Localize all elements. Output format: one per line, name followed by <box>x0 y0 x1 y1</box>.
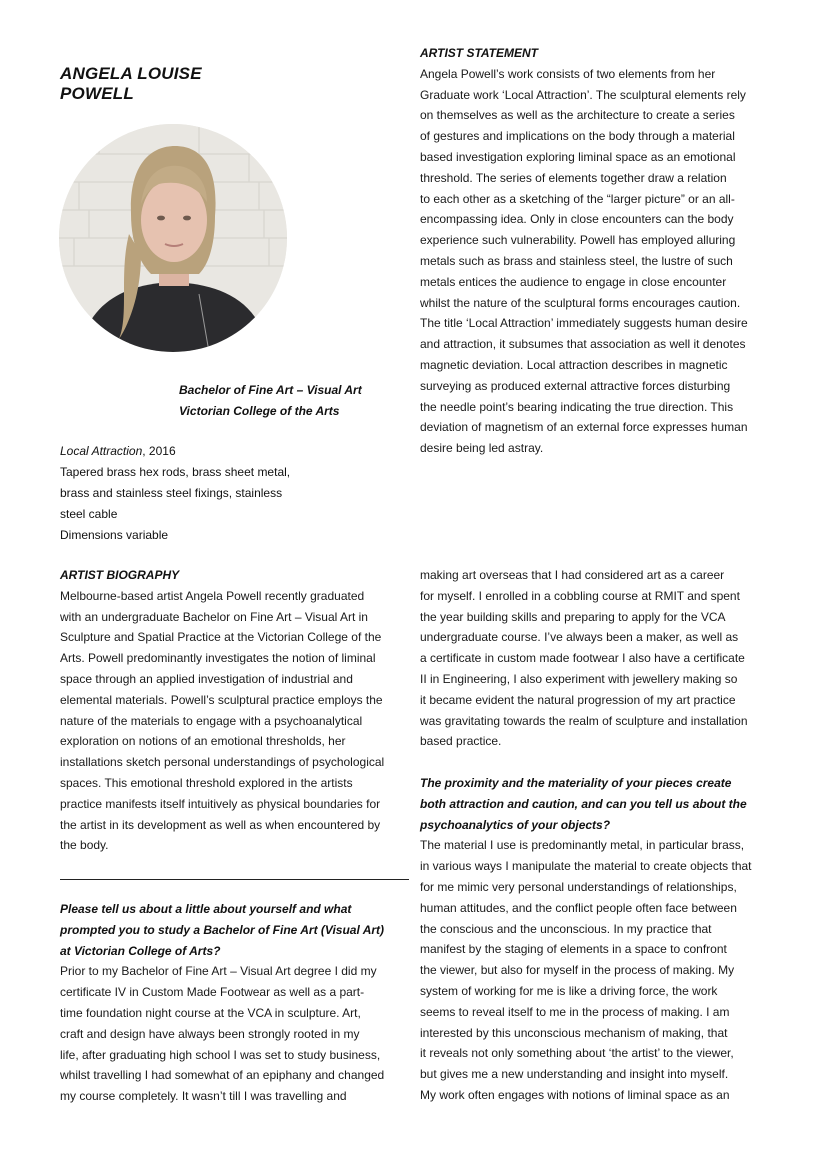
answer-line: human attitudes, and the conflict people often face between <box>420 900 737 915</box>
statement-line: metals such as brass and stainless steel, the lustre of such <box>420 253 733 268</box>
answer-line: making art overseas that I had considered art as a career <box>420 568 725 582</box>
artist-portrait <box>59 124 287 352</box>
biography-line: the body. <box>60 838 109 853</box>
biography-line: the artist in its development as well as when encountered by <box>60 817 381 832</box>
statement-line: based investigation exploring liminal space as an emotional <box>420 149 736 164</box>
answer-line: The material I use is predominantly metal, in particular brass, <box>420 838 745 853</box>
statement-line: the needle point’s bearing indicating the true direction. This <box>420 399 734 414</box>
biography-body <box>60 586 410 856</box>
answer-line: in various ways I manipulate the material to create objects that <box>420 859 752 874</box>
statement-line: The title ‘Local Attraction’ immediately suggests human desire <box>420 316 748 331</box>
statement-line: metals entices the audience to engage in close encounter <box>420 274 727 289</box>
biography-line: Arts. Powell predominantly investigates the notion of liminal <box>60 651 376 666</box>
interview-left-column <box>60 899 410 1107</box>
answer-line: II in Engineering, I also experiment with jewellery making so <box>420 671 738 686</box>
artist-name-line: ANGELA LOUISE <box>60 64 202 83</box>
work-detail-line: steel cable <box>60 507 118 521</box>
biography-line: spaces. This emotional threshold explored in the artists <box>60 775 353 790</box>
biography-line: Sculpture and Spatial Practice at the Victorian College of the <box>60 630 382 645</box>
answer-line: my course completely. It wasn’t till I was travelling and <box>60 1089 347 1104</box>
question-line: The proximity and the materiality of your pieces create <box>420 775 732 790</box>
degree-line: Bachelor of Fine Art – Visual Art <box>179 383 362 397</box>
biography-line: elemental materials. Powell’s sculptural practice employs the <box>60 692 383 707</box>
interview-answer <box>60 961 410 1107</box>
statement-line: desire being led astray. <box>420 441 544 456</box>
interview-question <box>420 773 770 835</box>
interview-right-column <box>420 565 770 1106</box>
artist-statement <box>420 43 770 459</box>
biography-line: Melbourne-based artist Angela Powell recently graduated <box>60 588 365 603</box>
answer-line: it became evident the natural progression of my art practice <box>420 692 736 707</box>
statement-heading: ARTIST STATEMENT <box>420 46 538 60</box>
degree-line: Victorian College of the Arts <box>179 404 340 418</box>
statement-line: to each other as a sketching of the “larger picture” or an all- <box>420 191 735 206</box>
answer-line: Prior to my Bachelor of Fine Art – Visual Art degree I did my <box>60 964 377 979</box>
statement-line: experience such vulnerability. Powell has employed alluring <box>420 233 736 248</box>
answer-line: was gravitating towards the realm of sculpture and installation <box>420 713 748 728</box>
answer-line: whilst travelling I had somewhat of an epiphany and changed <box>60 1068 385 1083</box>
answer-line: for me mimic very personal understandings of relationships, <box>420 879 737 894</box>
work-title-line <box>60 441 360 462</box>
answer-line: My work often engages with notions of liminal space as an <box>420 1087 730 1102</box>
question-line: Please tell us about a little about yourself and what <box>60 902 352 916</box>
statement-line: Angela Powell’s work consists of two elements from her <box>420 66 716 81</box>
answer-line: for myself. I enrolled in a cobbling course at RMIT and spent <box>420 588 740 603</box>
paragraph-spacer <box>420 752 770 773</box>
artist-name <box>60 64 360 104</box>
work-year: , 2016 <box>142 444 176 458</box>
biography-heading: ARTIST BIOGRAPHY <box>60 568 180 582</box>
statement-line: surveying as produced external attractive forces disturbing <box>420 378 731 393</box>
statement-line: encompassing idea. Only in close encounters can the body <box>420 212 734 227</box>
answer-line: system of working for me is like a driving force, the work <box>420 983 718 998</box>
biography-line: exploration on notions of an emotional thresholds, her <box>60 734 346 749</box>
biography-line: installations sketch personal understandings of psychological <box>60 755 385 770</box>
statement-line: Graduate work ‘Local Attraction’. The sculptural elements rely <box>420 87 746 102</box>
work-detail-line: Tapered brass hex rods, brass sheet metal, <box>60 465 291 479</box>
biography-line: nature of the materials to engage with a psychoanalytical <box>60 713 363 728</box>
question-line: psychoanalytics of your objects? <box>420 817 611 832</box>
interview-answer <box>420 835 770 1105</box>
answer-line: it reveals not only something about ‘the artist’ to the viewer, <box>420 1046 734 1061</box>
statement-line: of gestures and implications on the body through a material <box>420 129 735 144</box>
portrait-illustration <box>59 124 287 352</box>
work-title: Local Attraction <box>60 444 143 458</box>
statement-body <box>420 64 770 459</box>
answer-line: but gives me a new understanding and insight into myself. <box>420 1067 729 1082</box>
statement-line: whilst the nature of the sculptural forms encourages caution. <box>420 295 741 310</box>
biography-line: with an undergraduate Bachelor on Fine Art – Visual Art in <box>60 609 368 624</box>
answer-line: interested by this unconscious mechanism of making, that <box>420 1025 728 1040</box>
answer-line: based practice. <box>420 734 502 749</box>
answer-line: seems to reveal itself to me in the process of making. I am <box>420 1004 730 1019</box>
answer-line: the conscious and the unconscious. In my practice that <box>420 921 712 936</box>
work-details <box>60 441 360 546</box>
statement-line: threshold. The series of elements together draw a relation <box>420 170 727 185</box>
interview-answer-continued <box>420 565 770 752</box>
statement-line: on themselves as well as the architecture to create a series <box>420 108 735 123</box>
work-detail-line: brass and stainless steel fixings, stainless <box>60 486 283 500</box>
question-line: at Victorian College of Arts? <box>60 943 221 958</box>
statement-line: magnetic deviation. Local attraction describes in magnetic <box>420 357 728 372</box>
degree-info <box>179 380 409 422</box>
question-line: both attraction and caution, and can you tell us about the <box>420 796 747 811</box>
section-divider <box>60 879 409 880</box>
answer-line: the viewer, but also for myself in the process of making. My <box>420 963 735 978</box>
answer-line: a certificate in custom made footwear I also have a certificate <box>420 651 745 666</box>
biography-line: space through an applied investigation of industrial and <box>60 671 353 686</box>
answer-line: life, after graduating high school I was set to study business, <box>60 1047 381 1062</box>
answer-line: manifest by the staging of elements in a space to confront <box>420 942 727 957</box>
work-detail-line: Dimensions variable <box>60 528 169 542</box>
answer-line: time foundation night course at the VCA in sculpture. Art, <box>60 1005 361 1020</box>
artist-biography <box>60 565 410 856</box>
answer-line: undergraduate course. I’ve always been a maker, as well as <box>420 630 739 645</box>
artist-name-line: POWELL <box>60 84 134 103</box>
statement-line: deviation of magnetism of an external force expresses human <box>420 420 748 435</box>
question-line: prompted you to study a Bachelor of Fine Art (Visual Art) <box>60 922 385 937</box>
biography-line: practice manifests itself intuitively as physical boundaries for <box>60 796 381 811</box>
answer-line: the year building skills and preparing to apply for the VCA <box>420 609 726 624</box>
interview-question <box>60 899 410 961</box>
answer-line: craft and design have always been strongly rooted in my <box>60 1026 360 1041</box>
answer-line: certificate IV in Custom Made Footwear as well as a part- <box>60 985 365 1000</box>
statement-line: and attraction, it subsumes that association as well it denotes <box>420 337 746 352</box>
